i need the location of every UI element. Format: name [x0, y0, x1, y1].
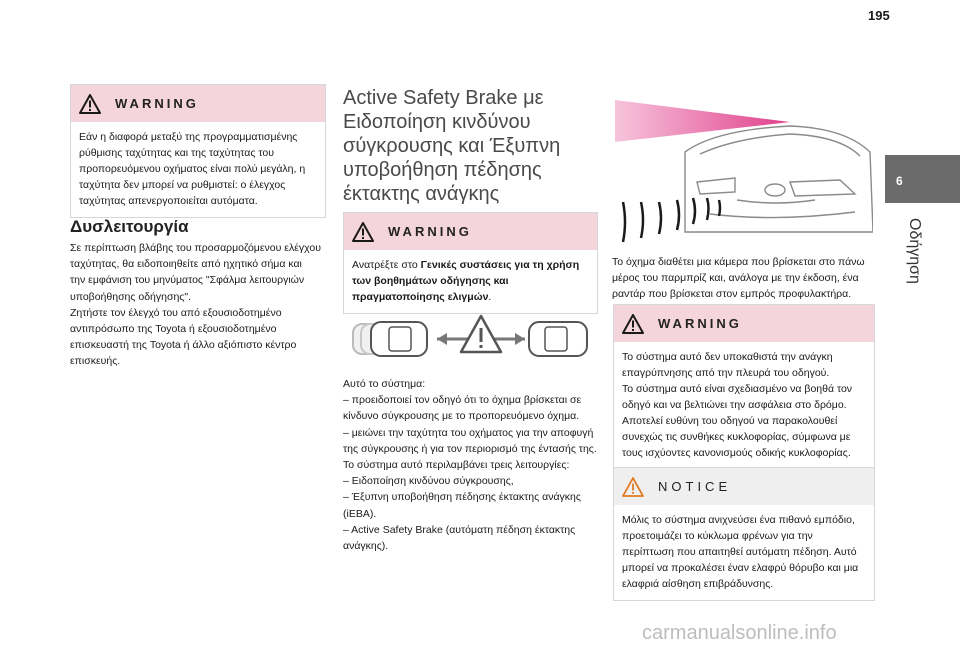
body-line: της σύγκρουσης ή για τον περιορισμό της έντασής της.	[343, 442, 597, 455]
notice-box-braking	[613, 467, 875, 601]
warning-text: Εάν η διαφορά μεταξύ της προγραμματισμένης ρύθμισης ταχύτητας και της ταχύτητας του προπορευόμενου οχήματος είναι πολύ μεγάλη, η ταχύτητα δεν μπορεί να ρυθμιστεί: ο έλεγχος ταχύτητας απενεργοποιείται αυτόματα.	[79, 131, 306, 207]
title-line: Active Safety Brake με	[343, 87, 544, 109]
camera-radar-caption	[612, 254, 878, 303]
warning-box-vigilance	[613, 304, 875, 470]
warning-line: οδηγό και να βελτιώνει την ασφάλεια στο δρόμο.	[622, 399, 847, 411]
body-line: ανάγκης).	[343, 540, 389, 553]
body-line: (iEBA).	[343, 507, 377, 520]
notice-text	[614, 505, 874, 600]
malfunction-body	[70, 240, 332, 370]
title-line: υποβοήθηση πέδησης	[343, 159, 542, 181]
camera-beam	[615, 100, 790, 142]
danger-triangle-icon	[461, 316, 501, 352]
warning-text-suffix: .	[488, 291, 492, 303]
body-line: Το σύστημα αυτό περιλαμβάνει τρεις λειτουργίες:	[343, 459, 570, 472]
section-title-malfunction: Δυσλειτουργία	[70, 217, 189, 236]
warning-box-assist	[343, 212, 598, 314]
notice-line: ελαφριά αίσθηση επιβράδυνσης.	[622, 578, 774, 590]
notice-line: μπορεί να προκαλέσει έναν ελαφρύ θόρυβο και μια	[622, 562, 859, 574]
warning-text	[344, 250, 597, 313]
body-line: Σε περίπτωση βλάβης του προσαρμοζόμενου ελέγχου	[70, 242, 321, 254]
body-line: την εμφάνιση του μηνύματος "Σφάλμα λειτουργιών	[70, 274, 305, 287]
notice-line: Μόλις το σύστημα ανιχνεύσει ένα πιθανό εμπόδιο,	[622, 514, 855, 526]
body-line: υποβοήθησης οδήγησης".	[70, 290, 192, 303]
collision-warning-illustration	[343, 308, 598, 370]
warning-header	[614, 305, 874, 342]
warning-box-speed	[70, 84, 326, 218]
warning-label: WARNING	[115, 96, 199, 111]
body-line: επισκευαστή της Toyota ή άλλο αξιόπιστο κέντρο	[70, 339, 297, 352]
body-line: – Έξυπνη υποβοήθηση πέδησης έκτακτης ανάγκης	[343, 491, 581, 504]
notice-header	[614, 468, 874, 505]
title-line: Ειδοποίηση κινδύνου	[343, 111, 531, 133]
warning-triangle-icon	[352, 222, 374, 242]
section-title-active-safety-brake	[343, 86, 593, 206]
body-line: ραντάρ που βρίσκεται στον εμπρός προφυλακτήρα.	[612, 288, 852, 301]
watermark: carmanualsonline.info	[642, 622, 837, 644]
warning-line: τους ισχύοντες κανονισμούς οδικής κυκλοφορίας.	[622, 447, 851, 459]
title-line: σύγκρουσης και Έξυπνη	[343, 135, 561, 157]
warning-line: Το σύστημα αυτό είναι σχεδιασμένο να βοηθά τον	[622, 383, 853, 395]
notice-line: περίπτωση που απαιτηθεί αυτόματη πέδηση. Αυτό	[622, 546, 857, 558]
warning-label: WARNING	[388, 224, 472, 239]
warning-header	[344, 213, 597, 250]
warning-triangle-icon	[79, 94, 101, 114]
notice-line: προετοιμάζει το κύκλωμα φρένων για την	[622, 530, 813, 542]
body-line: – μειώνει την ταχύτητα του οχήματος για την αποφυγή	[343, 426, 594, 439]
van-front-icon	[685, 126, 873, 232]
warning-line: Αποτελεί ευθύνη του οδηγού να παρακολουθεί	[622, 415, 838, 427]
warning-text-prefix: Ανατρέξτε στο	[352, 259, 421, 271]
body-line: Ζητήστε τον έλεγχό του από εξουσιοδοτημένο	[70, 306, 282, 319]
body-line: – προειδοποιεί τον οδηγό ότι το όχημα βρίσκεται σε	[343, 394, 582, 407]
notice-triangle-icon	[622, 477, 644, 497]
front-car-icon	[529, 322, 587, 356]
warning-text-reference: Γενικές συστάσεις για τη χρήση των βοηθημάτων οδήγησης και πραγματοποίησης ελιγμών	[352, 259, 580, 303]
body-line: Αυτό το σύστημα:	[343, 378, 426, 390]
body-line: αντιπρόσωπο της Toyota ή εξουσιοδοτημένο	[70, 323, 277, 336]
body-line: Το όχημα διαθέτει μια κάμερα που βρίσκεται στο πάνω	[612, 256, 865, 268]
warning-label: WARNING	[658, 316, 742, 331]
warning-line: Το σύστημα αυτό δεν υποκαθιστά την ανάγκη	[622, 351, 833, 363]
system-description	[343, 376, 605, 554]
chapter-title: Οδήγηση	[906, 218, 923, 284]
warning-line: συνεχώς τις συνθήκες κυκλοφορίας, σύμφωνα με	[622, 431, 851, 443]
body-line: – Ειδοποίηση κινδύνου σύγκρουσης,	[343, 475, 514, 488]
page-number: 195	[868, 8, 890, 23]
body-line: επισκευής.	[70, 355, 121, 368]
body-line: κίνδυνο σύγκρουσης με το προπορευόμενο όχημα.	[343, 410, 580, 423]
notice-label: NOTICE	[658, 479, 732, 494]
warning-header	[71, 85, 325, 122]
body-line: μέρος του παρμπρίζ και, ανάλογα με την έκδοση, ένα	[612, 272, 859, 285]
vehicle-camera-radar-illustration	[615, 82, 873, 252]
warning-text	[614, 342, 874, 469]
title-line: έκτακτης ανάγκης	[343, 183, 500, 205]
chapter-number: 6	[896, 174, 903, 188]
warning-triangle-icon	[622, 314, 644, 334]
body-line: ταχύτητας, θα ειδοποιηθείτε από ηχητικό σήμα και	[70, 258, 302, 271]
warning-line: επαγρύπνησης από την πλευρά του οδηγού.	[622, 367, 830, 379]
body-line: – Active Safety Brake (αυτόματη πέδηση έκτακτης	[343, 523, 576, 536]
rear-car-icon	[371, 322, 427, 356]
radar-waves-icon	[623, 198, 720, 242]
